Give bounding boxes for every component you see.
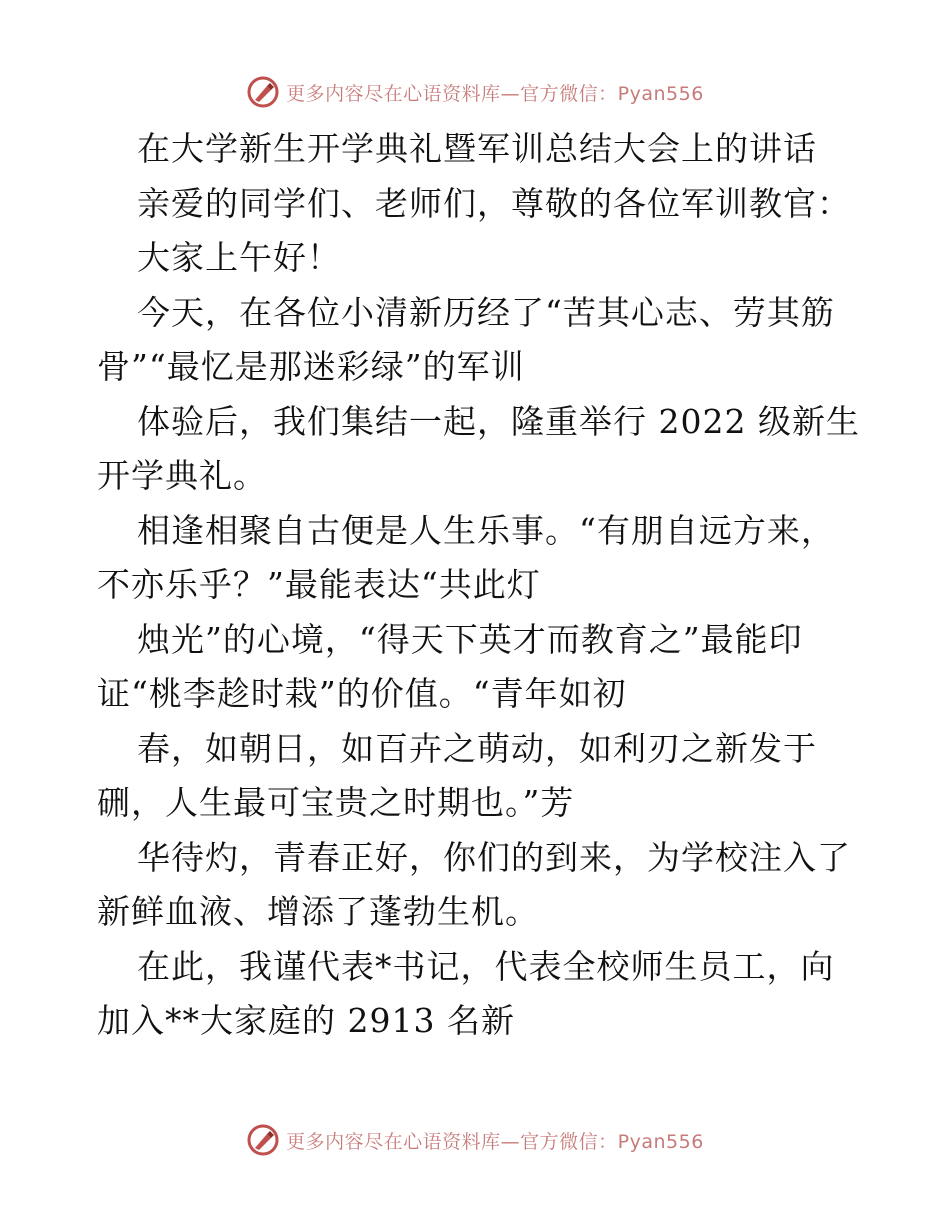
pen-nib-circle-icon	[246, 1123, 280, 1157]
footer-watermark	[0, 1120, 950, 1160]
pen-nib-circle-icon	[246, 75, 280, 109]
watermark-text: 更多内容尽在心语资料库—官方微信：Pyan556	[286, 1130, 704, 1153]
text-line: 相逢相聚自古便是人生乐事。“有朋自远方来，	[137, 510, 835, 550]
text-line: 证“桃李趁时栽”的价值。“青年如初	[97, 674, 627, 713]
document-body	[97, 122, 860, 1049]
text-line: 不亦乐乎？”最能表达“共此灯	[97, 565, 541, 604]
text-line: 华待灼，青春正好，你们的到来，为学校注入了	[137, 837, 851, 877]
text-line: 今天，在各位小清新历经了“苦其心志、劳其筋	[137, 292, 835, 332]
text-line: 在此，我谨代表*书记，代表全校师生员工，向	[137, 946, 835, 986]
text-line: 在大学新生开学典礼暨军训总结大会上的讲话	[137, 129, 817, 168]
text-line: 加入**大家庭的 2913 名新	[97, 1001, 515, 1040]
text-line: 大家上午好！	[137, 238, 341, 277]
text-line: 烛光”的心境，“得天下英才而教育之”最能印	[137, 619, 803, 659]
text-line: 开学典礼。	[97, 456, 267, 495]
text-line: 硎，人生最可宝贵之时期也。”芳	[97, 783, 575, 822]
text-line: 骨”“最忆是那迷彩绿”的军训	[97, 347, 525, 386]
watermark-text: 更多内容尽在心语资料库—官方微信：Pyan556	[286, 82, 704, 105]
text-line: 亲爱的同学们、老师们，尊敬的各位军训教官：	[137, 183, 851, 223]
header-watermark	[0, 72, 950, 112]
text-line: 新鲜血液、增添了蓬勃生机。	[97, 892, 539, 931]
text-line: 体验后，我们集结一起，隆重举行 2022 级新生	[137, 401, 860, 441]
text-line: 春，如朝日，如百卉之萌动，如利刃之新发于	[137, 728, 817, 768]
